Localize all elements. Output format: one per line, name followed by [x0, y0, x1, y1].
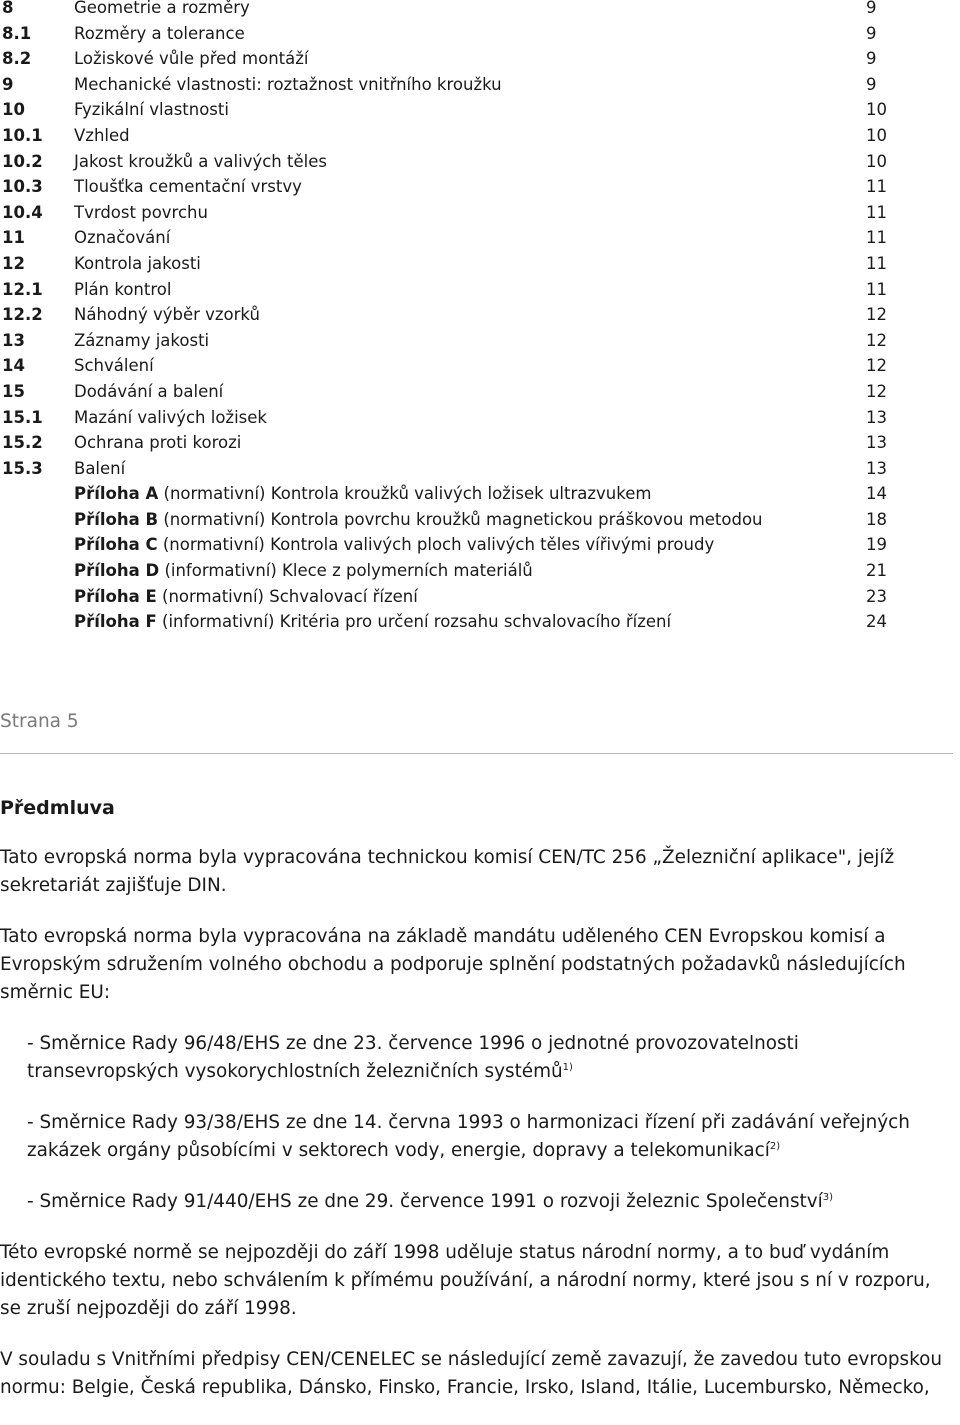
toc-entry — [0, 102, 960, 128]
toc-entry-number: 8.2 — [2, 49, 32, 69]
toc-entry-number: 15.1 — [2, 407, 43, 427]
preface-heading: Předmluva — [0, 797, 115, 819]
toc-entry-number: 10.3 — [2, 177, 43, 197]
toc-entry-title: Tvrdost povrchu — [74, 202, 208, 222]
toc-entry-page: 11 — [866, 279, 887, 299]
toc-entry-number: 8.1 — [2, 23, 32, 43]
toc-entry-page: 23 — [866, 586, 887, 606]
directive-item — [0, 1109, 955, 1165]
toc-entry-number: 10.4 — [2, 202, 43, 222]
toc-entry-title: Jakost kroužků a valivých těles — [74, 151, 327, 171]
annex-description: (normativní) Kontrola povrchu kroužků magnetickou práškovou metodou — [158, 509, 763, 529]
annex-description: (informativní) Klece z polymerních materiálů — [159, 561, 533, 581]
toc-entry-title: Dodávání a balení — [74, 381, 224, 401]
toc-entry-number: 14 — [2, 356, 25, 376]
preface-paragraph: Tato evropská norma byla vypracována technickou komisí CEN/TC 256 „Železniční aplikace", jejíž sekretariát zajišťuje DIN. — [0, 847, 895, 896]
toc-entry-page: 13 — [866, 433, 887, 453]
toc-entry-number: 8 — [2, 0, 14, 17]
annex-label: Příloha D — [74, 561, 160, 581]
toc-entry-page: 21 — [866, 561, 887, 581]
page-number-label: Strana 5 — [0, 711, 79, 732]
toc-entry-page: 11 — [866, 202, 887, 222]
footnote-marker: 3) — [822, 1192, 834, 1203]
toc-entry-title: Fyzikální vlastnosti — [74, 100, 229, 120]
toc-entry-title: Mechanické vlastnosti: roztažnost vnitřního kroužku — [74, 74, 502, 94]
toc-entry-page: 10 — [866, 151, 887, 171]
toc-entry-title: Tloušťka cementační vrstvy — [74, 177, 302, 197]
annex-label: Příloha F — [74, 612, 157, 632]
toc-entry-page: 9 — [866, 49, 877, 69]
toc-entry-page: 12 — [866, 305, 887, 325]
toc-entry-number: 10 — [2, 100, 25, 120]
directive-item — [0, 1188, 955, 1216]
table-of-contents — [0, 0, 960, 640]
toc-entry-page: 12 — [866, 356, 887, 376]
toc-entry-page: 13 — [866, 407, 887, 427]
toc-entry-title: Mazání valivých ložisek — [74, 407, 267, 427]
toc-annex-title — [74, 586, 418, 608]
toc-entry-number: 10.1 — [2, 125, 43, 145]
toc-entry-number: 10.2 — [2, 151, 43, 171]
directive-text: - Směrnice Rady 91/440/EHS ze dne 29. července 1991 o rozvoji železnic Společenství — [27, 1191, 823, 1212]
annex-label: Příloha C — [74, 535, 158, 555]
toc-entry-page: 12 — [866, 381, 887, 401]
toc-entry-page: 24 — [866, 612, 887, 632]
toc-annex-title — [74, 509, 763, 531]
annex-description: (informativní) Kritéria pro určení rozsahu schvalovacího řízení — [156, 612, 672, 632]
toc-entry-number: 15 — [2, 381, 25, 401]
toc-entry-title: Označování — [74, 228, 171, 248]
toc-entry-number: 9 — [2, 74, 14, 94]
toc-entry-title: Ložiskové vůle před montáží — [74, 49, 309, 69]
toc-entry-page: 10 — [866, 100, 887, 120]
annex-label: Příloha B — [74, 509, 159, 529]
toc-entry-page: 9 — [866, 0, 877, 17]
toc-entry-title: Záznamy jakosti — [74, 330, 210, 350]
toc-entry — [0, 435, 960, 461]
toc-entry-page: 9 — [866, 23, 877, 43]
preface-paragraph: Tato evropská norma byla vypracována na základě mandátu uděleného CEN Evropskou komisí a Evropským sdružením volného obchodu a podporuje splnění podstatných požadavků následujících směrnic EU: — [0, 926, 906, 1003]
annex-description: (normativní) Kontrola valivých ploch valivých těles vířivými proudy — [157, 535, 715, 555]
toc-entry-page: 11 — [866, 177, 887, 197]
toc-annex-title — [74, 534, 714, 556]
toc-annex-title — [74, 483, 651, 505]
directive-item — [0, 1030, 955, 1086]
toc-entry-title: Balení — [74, 458, 126, 478]
toc-entry-number: 12.2 — [2, 305, 43, 325]
footnote-marker: 1) — [562, 1062, 573, 1073]
preface-paragraph: Této evropské normě se nejpozději do září 1998 uděluje status národní normy, a to buď vydáním identického textu, nebo schválením k přímému používání, a národní normy, které jsou s ní v rozporu, se zruší nejpozději do září 1998. — [0, 1242, 931, 1319]
toc-entry-page: 12 — [866, 330, 887, 350]
directive-text: - Směrnice Rady 96/48/EHS ze dne 23. července 1996 o jednotné provozovatelnosti transevropských vysokorychlostních železničních systémů — [27, 1033, 799, 1082]
toc-entry-title: Plán kontrol — [74, 279, 172, 299]
annex-label: Příloha E — [74, 586, 157, 606]
toc-entry-page: 11 — [866, 228, 887, 248]
directive-text: - Směrnice Rady 93/38/EHS ze dne 14. června 1993 o harmonizaci řízení při zadávání veřejných zakázek orgány působícími v sektorech vody, energie, dopravy a telekomunikací — [27, 1112, 910, 1161]
toc-entry-page: 11 — [866, 253, 887, 273]
preface-paragraph: V souladu s Vnitřními předpisy CEN/CENELEC se následující země zavazují, že zavedou tuto evropskou normu: Belgie, Česká republika, Dánsko, Finsko, Francie, Irsko, Island, Itálie, Lucembursko, Německo, — [0, 1349, 942, 1398]
toc-annex-title — [74, 560, 533, 582]
toc-entry-number: 15.2 — [2, 433, 43, 453]
toc-entry-title: Schválení — [74, 356, 154, 376]
toc-annex-entry — [0, 614, 960, 640]
toc-entry-page: 10 — [866, 125, 887, 145]
toc-entry-page: 13 — [866, 458, 887, 478]
toc-entry-number: 12.1 — [2, 279, 43, 299]
footnote-marker: 2) — [769, 1141, 781, 1152]
toc-entry-title: Rozměry a tolerance — [74, 23, 245, 43]
toc-annex-title — [74, 611, 671, 633]
annex-description: (normativní) Schvalovací řízení — [156, 586, 418, 606]
toc-entry-number: 13 — [2, 330, 25, 350]
toc-entry-number: 12 — [2, 253, 25, 273]
preface-body — [0, 844, 955, 1425]
toc-entry-number: 11 — [2, 228, 25, 248]
annex-label: Příloha A — [74, 484, 159, 504]
toc-entry-title: Vzhled — [74, 125, 130, 145]
toc-entry-page: 19 — [866, 535, 887, 555]
toc-entry-title: Ochrana proti korozi — [74, 433, 242, 453]
toc-entry-title: Náhodný výběr vzorků — [74, 305, 260, 325]
toc-entry-title: Geometrie a rozměry — [74, 0, 250, 17]
toc-entry-number: 15.3 — [2, 458, 43, 478]
toc-entry-title: Kontrola jakosti — [74, 253, 201, 273]
page-divider — [0, 753, 953, 754]
toc-entry-page: 18 — [866, 509, 887, 529]
toc-entry-page: 14 — [866, 484, 887, 504]
annex-description: (normativní) Kontrola kroužků valivých ložisek ultrazvukem — [158, 484, 652, 504]
toc-entry-page: 9 — [866, 74, 877, 94]
